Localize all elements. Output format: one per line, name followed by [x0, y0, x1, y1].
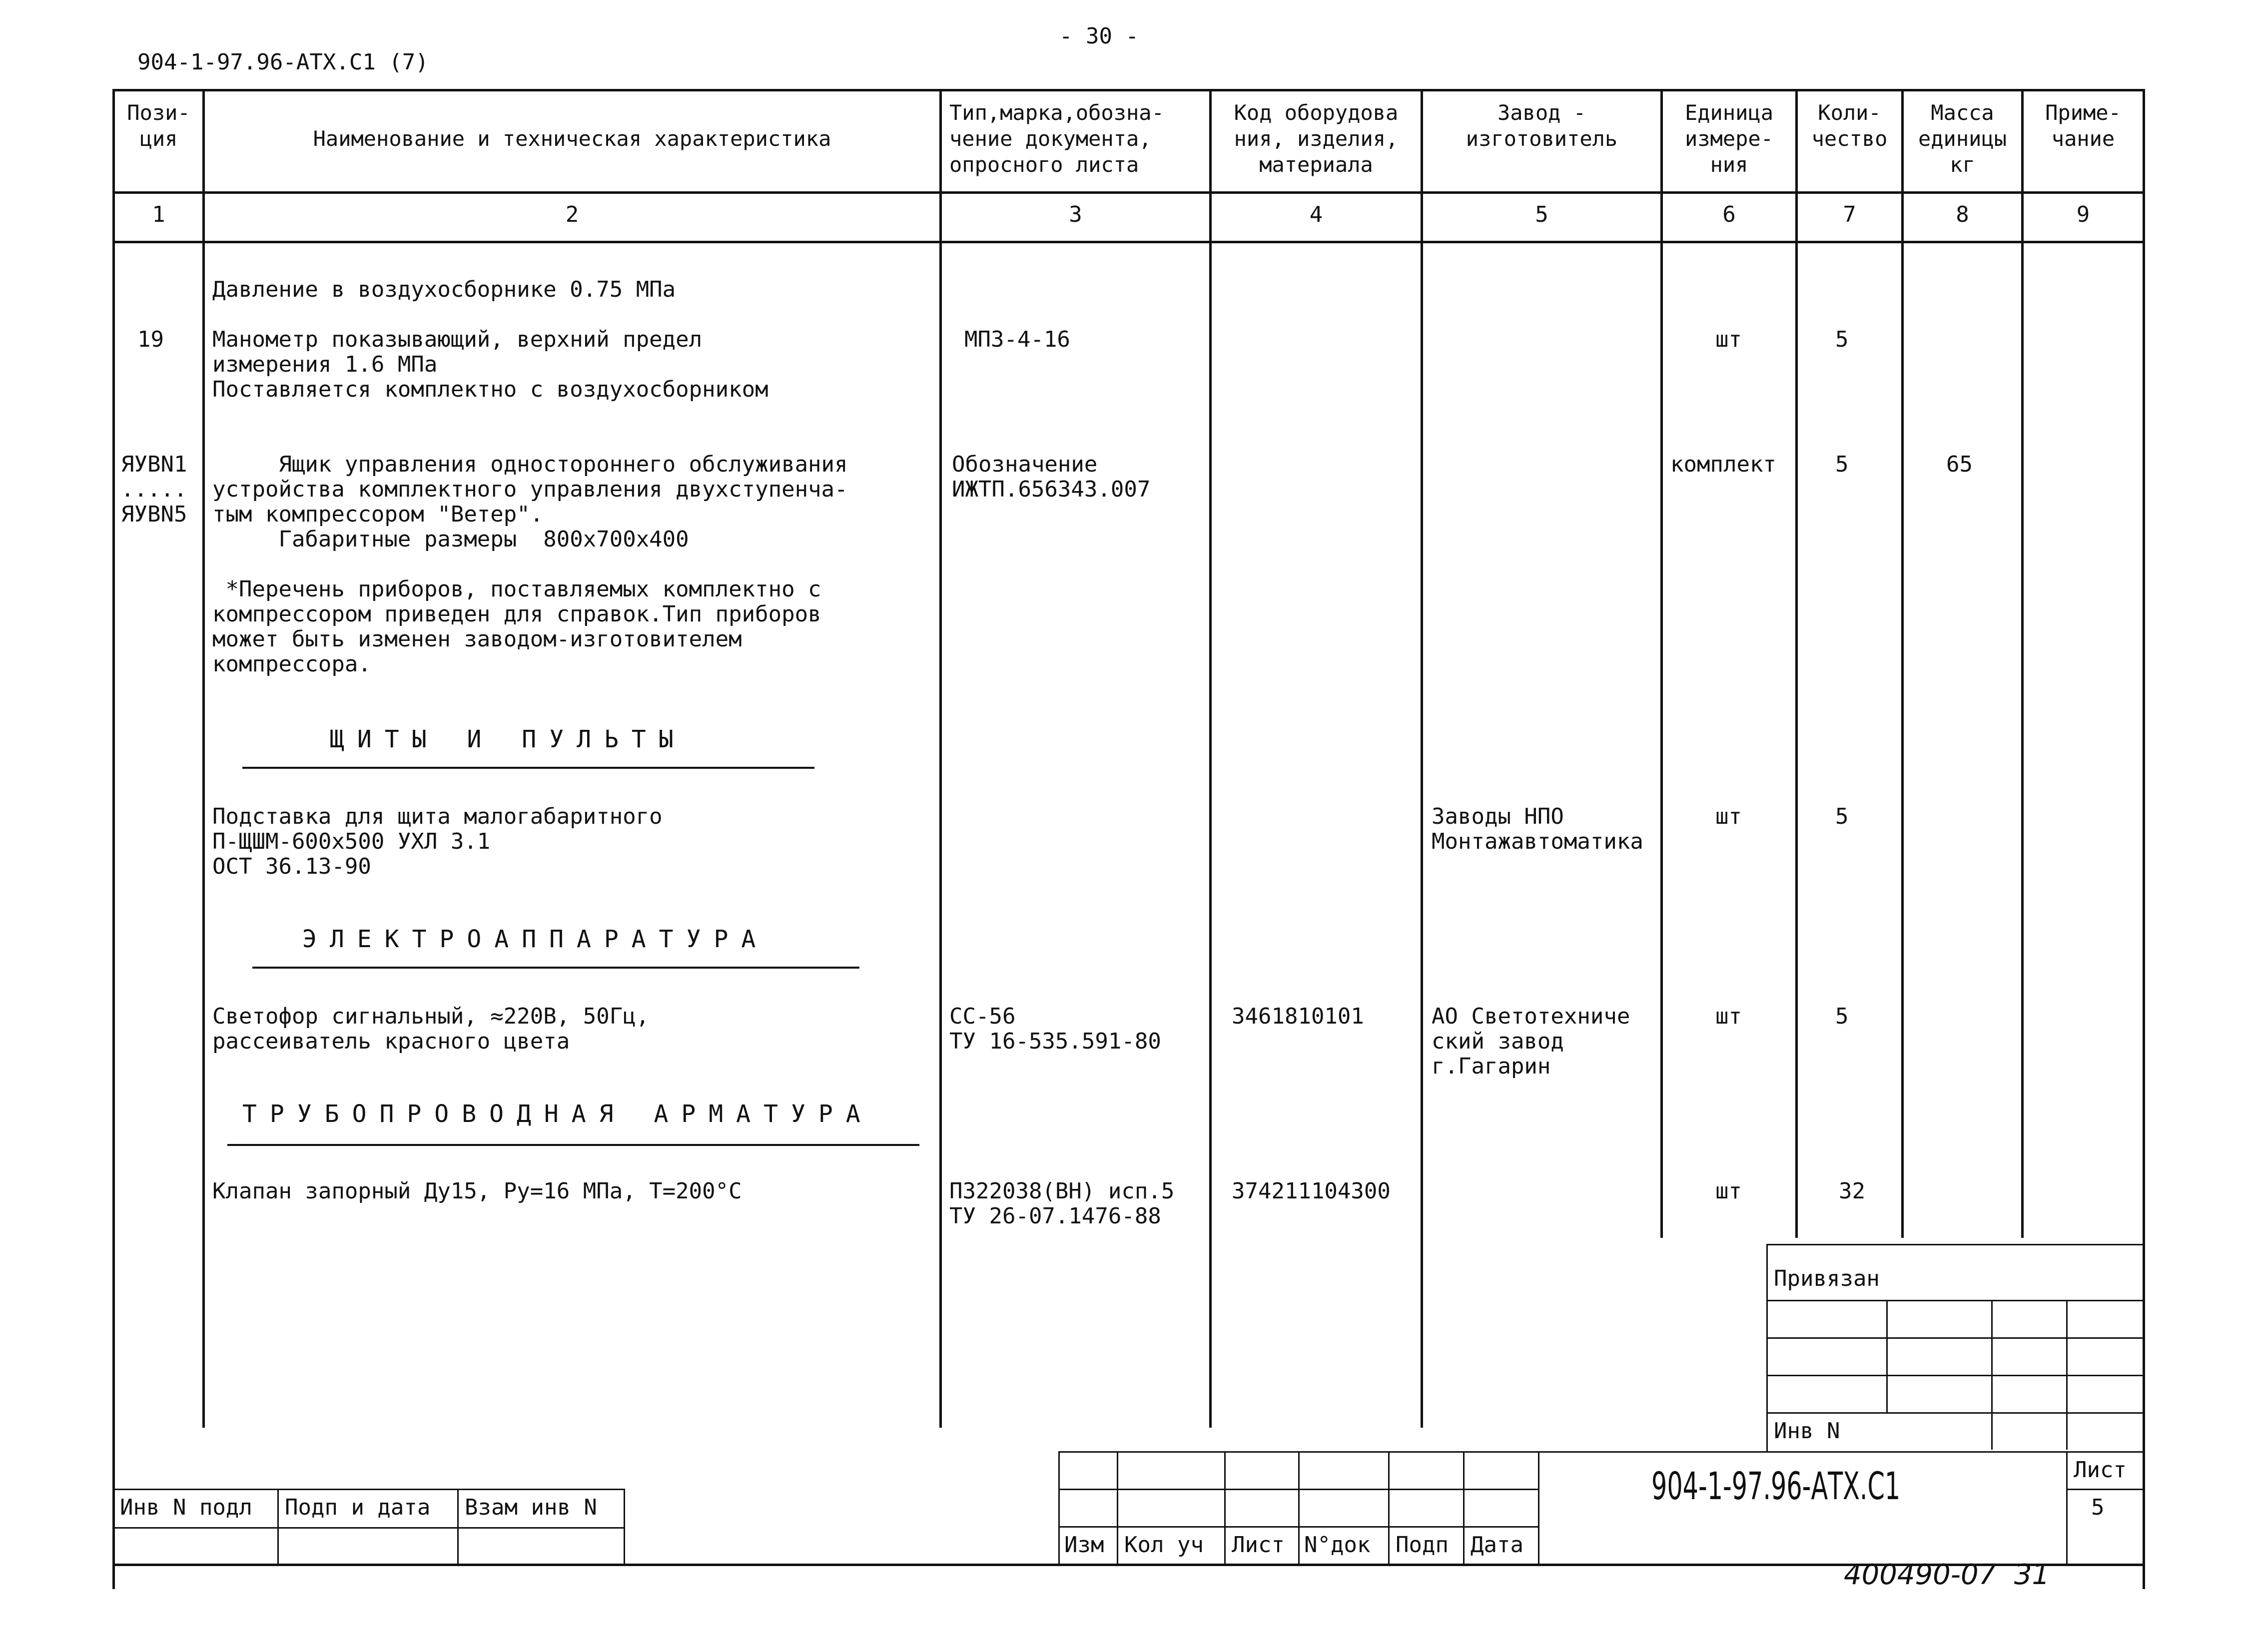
col-number-1: 1 — [152, 202, 165, 227]
row-stand-quantity: 5 — [1835, 804, 1849, 829]
col-number-2: 2 — [565, 202, 579, 227]
titleblock-col-5 — [1463, 1451, 1465, 1564]
privyazan-row-1 — [1766, 1300, 2144, 1301]
privyazan-left — [1766, 1244, 1768, 1451]
rev-label-izm: Изм — [1064, 1532, 1104, 1558]
titleblock-col-6 — [1538, 1451, 1539, 1564]
header-note: Приме- чание — [2045, 100, 2121, 151]
row-light-type: СС-56 ТУ 16-535.591-80 — [949, 1004, 1161, 1054]
col-divider-4 — [1421, 89, 1423, 1428]
header-type: Тип,марка,обозна- чение документа, опросного листа — [949, 100, 1164, 177]
titleblock-col-2 — [1224, 1451, 1226, 1564]
table-left-border — [112, 89, 115, 1589]
sigbox-right — [624, 1489, 625, 1564]
header-unit: Единица измере- ния — [1684, 100, 1773, 177]
header-bottom-border — [112, 191, 2144, 194]
col-divider-2 — [939, 89, 942, 1428]
privyazan-col-1 — [1886, 1300, 1888, 1412]
col-number-7: 7 — [1843, 202, 1856, 227]
row-stand-unit: шт — [1715, 804, 1742, 829]
sheet-number: 5 — [2091, 1495, 2105, 1520]
section-pipe-underline — [227, 1144, 919, 1146]
row-19-position: 19 — [137, 327, 164, 352]
col-divider-5 — [1660, 89, 1663, 1238]
table-top-border — [112, 89, 2144, 91]
sig-label-vzam-inv: Взам инв N — [465, 1495, 597, 1520]
privyazan-col-2 — [1991, 1300, 1993, 1450]
doc-code-top: 904-1-97.96-АТХ.С1 (7) — [137, 49, 429, 75]
rev-label-ndok: N°док — [1304, 1532, 1371, 1558]
row-valve-quantity: 32 — [1839, 1178, 1865, 1204]
col-divider-3 — [1209, 89, 1212, 1428]
row-light-code: 3461810101 — [1232, 1004, 1364, 1029]
footnote: *Перечень приборов, поставляемых комплектно с компрессором приведен для справок.Тип приборов может быть изменен заводом-изготовителем компрессора. — [212, 576, 821, 677]
row-19-name: Манометр показывающий, верхний предел измерения 1.6 МПа Поставляется комплектно с воздухосборником — [212, 327, 768, 402]
section-pipe-heading: ТРУБОПРОВОДНАЯ АРМАТУРА — [242, 1100, 873, 1128]
row-light-quantity: 5 — [1835, 1004, 1849, 1029]
table-right-border — [2143, 89, 2145, 1589]
privyazan-inv-label: Инв N — [1774, 1418, 1840, 1444]
sheet-box-divider — [2066, 1489, 2144, 1490]
col-divider-1 — [202, 89, 205, 1428]
titleblock-col-4 — [1388, 1451, 1390, 1564]
privyazan-top — [1766, 1244, 2144, 1245]
pressure-note: Давление в воздухосборнике 0.75 МПа — [212, 277, 676, 302]
col-number-3: 3 — [1069, 202, 1082, 227]
header-maker: Завод - изготовитель — [1466, 100, 1618, 151]
row-valve-code: 374211104300 — [1232, 1178, 1391, 1204]
title-doc-code: 904-1-97.96-АТХ.С1 — [1651, 1464, 1901, 1508]
row-stand-maker: Заводы НПО Монтажавтоматика — [1432, 804, 1643, 854]
header-quantity: Коли- чество — [1811, 100, 1888, 151]
row-cabinet-mass: 65 — [1946, 452, 1973, 477]
archive-number: 400490-07 31 — [1844, 1559, 2050, 1591]
rev-label-kol-uch: Кол уч — [1124, 1532, 1204, 1558]
privyazan-col-3 — [2066, 1300, 2068, 1450]
row-19-unit: шт — [1715, 327, 1742, 352]
titleblock-col-3 — [1298, 1451, 1300, 1564]
sheet-label: Лист — [2074, 1457, 2127, 1483]
page-number: - 30 - — [1059, 23, 1139, 49]
row-cabinet-unit: комплект — [1670, 452, 1776, 477]
titleblock-left — [1058, 1451, 1060, 1564]
col-divider-6 — [1795, 89, 1798, 1238]
row-cabinet-quantity: 5 — [1835, 452, 1849, 477]
row-stand-name: Подставка для щита малогабаритного П-ЩШМ-600х500 УХЛ 3.1 ОСТ 36.13-90 — [212, 804, 663, 879]
sigbox-col-1 — [277, 1489, 279, 1564]
col-divider-8 — [2021, 89, 2024, 1238]
header-name: Наименование и техническая характеристика — [313, 126, 831, 151]
sigbox-top — [112, 1489, 625, 1490]
row-valve-type: П322038(ВН) исп.5 ТУ 26-07.1476-88 — [949, 1178, 1175, 1229]
row-19-quantity: 5 — [1835, 327, 1849, 352]
header-position: Пози- ция — [127, 100, 190, 151]
col-number-9: 9 — [2076, 202, 2090, 227]
row-cabinet-position: ЯУВN1 ..... ЯУВN5 — [121, 452, 187, 527]
col-number-4: 4 — [1309, 202, 1323, 227]
sig-label-podp-data: Подп и дата — [285, 1495, 431, 1520]
sigbox-mid — [112, 1527, 625, 1529]
header-mass: Масса единицы кг — [1918, 100, 2007, 177]
row-cabinet-name: Ящик управления одностороннего обслуживания устройства комплектного управления двухступенча- тым компрессором "Ветер". Габаритные размеры 800х700х400 — [212, 452, 848, 552]
sigbox-col-2 — [457, 1489, 459, 1564]
section-panels-heading: ЩИТЫ И ПУЛЬТЫ — [330, 725, 687, 753]
row-valve-name: Клапан запорный Ду15, Ру=16 МПа, Т=200°С — [212, 1178, 742, 1204]
privyazan-row-3 — [1766, 1375, 2144, 1376]
header-code: Код оборудова ния, изделия, материала — [1234, 100, 1399, 177]
row-cabinet-type: Обозначение ИЖТП.656343.007 — [952, 452, 1151, 502]
col-divider-7 — [1901, 89, 1904, 1238]
col-number-5: 5 — [1535, 202, 1548, 227]
titleblock-col-1 — [1117, 1451, 1118, 1564]
privyazan-label: Привязан — [1774, 1266, 1880, 1291]
row-light-unit: шт — [1715, 1004, 1742, 1029]
row-light-name: Светофор сигнальный, ≈220В, 50Гц, рассеиватель красного цвета — [212, 1004, 650, 1054]
rev-label-podp: Подп — [1396, 1532, 1449, 1558]
titleblock-top — [1058, 1451, 2144, 1453]
table-bottom-border — [112, 1564, 2144, 1566]
col-number-8: 8 — [1956, 202, 1969, 227]
section-electro-underline — [252, 967, 859, 969]
section-panels-underline — [242, 767, 814, 769]
row-19-type: МПЗ-4-16 — [964, 327, 1070, 352]
col-number-6: 6 — [1722, 202, 1736, 227]
privyazan-row-2 — [1766, 1337, 2144, 1339]
sheet-box-left — [2066, 1451, 2068, 1564]
rev-label-list: Лист — [1232, 1532, 1285, 1558]
rev-label-data: Дата — [1471, 1532, 1523, 1558]
section-electro-heading: ЭЛЕКТРОАППАРАТУРА — [302, 925, 769, 953]
colnum-bottom-border — [112, 241, 2144, 243]
privyazan-row-4 — [1766, 1412, 2144, 1414]
sig-label-inv-podl: Инв N подл — [120, 1495, 252, 1520]
row-light-maker: АО Светотехниче ский завод г.Гагарин — [1432, 1004, 1630, 1079]
row-valve-unit: шт — [1715, 1178, 1742, 1204]
